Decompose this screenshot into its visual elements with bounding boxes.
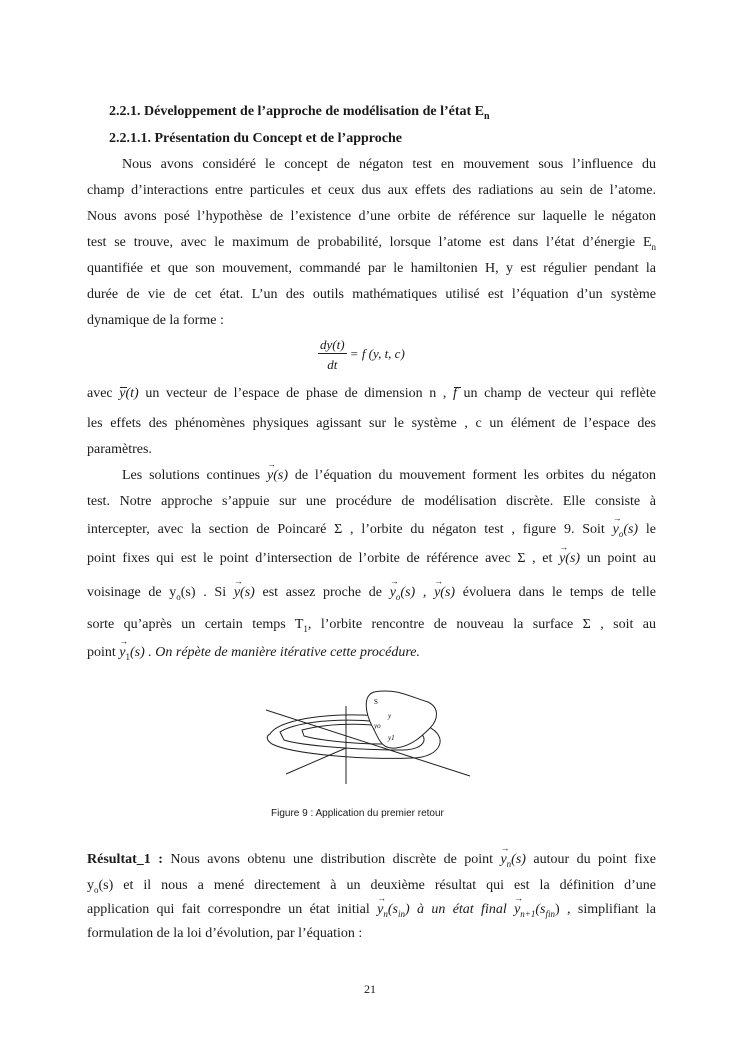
page-number: 21 xyxy=(364,982,376,996)
subscript: n+1 xyxy=(520,908,536,919)
paragraph-line xyxy=(87,386,656,402)
text-span: (s) . Si xyxy=(180,585,234,600)
text-span: autour du point fixe xyxy=(525,852,656,867)
text-span: application qui fait correspondre un état initial xyxy=(87,902,378,917)
text-span: Les solutions continues xyxy=(122,468,267,483)
equation-denominator: dt xyxy=(327,357,338,372)
text-span: point fixes qui est le point d’intersection de l’orbite de référence avec Σ , et xyxy=(87,551,560,566)
math-vector: → y xyxy=(613,522,619,538)
figure-9-poincare-section xyxy=(262,688,474,788)
text-span: (s) et il nous a mené directement à un deuxième résultat qui est la définition d’une xyxy=(98,878,656,893)
paragraph-line: quantifiée et que son mouvement, commandé par le hamiltonien H, y est régulier pendant la xyxy=(87,261,656,276)
math-arg: (s) xyxy=(511,852,526,867)
subscript: fin xyxy=(545,908,556,919)
math-vector: → y xyxy=(390,585,396,601)
paragraph-line xyxy=(87,878,656,895)
math-vector: → y(s) xyxy=(559,551,580,567)
paragraph-line: test. Notre approche s’appuie sur une procédure de modélisation discrète. Elle consiste à xyxy=(87,494,656,509)
text-span: avec xyxy=(87,386,120,401)
math-vector: → y(s) xyxy=(234,585,255,601)
text-span: ) à un état final xyxy=(405,902,515,917)
label-y: y xyxy=(388,712,392,720)
subscript: 1 xyxy=(303,623,308,634)
text-span: Nous avons obtenu une distribution discrète de point xyxy=(162,852,501,867)
paragraph-line: dynamique de la forme : xyxy=(87,313,224,328)
label-y1: y1 xyxy=(388,734,395,742)
paragraph-line xyxy=(87,902,656,919)
text-span: sorte qu’après un certain temps T xyxy=(87,617,304,632)
paragraph-line: Nous avons considéré le concept de négaton test en mouvement sous l’influence du xyxy=(122,157,656,172)
paragraph-line: paramètres. xyxy=(87,442,152,457)
subsection-heading: 2.2.1.1. Présentation du Concept et de l’approche xyxy=(109,131,402,146)
text-span: y xyxy=(87,878,94,893)
subscript: o xyxy=(176,591,181,602)
math-vector: → y(s) xyxy=(434,585,455,601)
paragraph-line: durée de vie de cet état. L’un des outils mathématiques utilisé est l’équation d’un système xyxy=(87,287,656,302)
paragraph-line xyxy=(87,522,656,539)
math-arg: (s) . On répète de manière itérative cette procédure. xyxy=(130,645,421,660)
math-arg: (s) xyxy=(623,522,639,537)
text-span: voisinage de y xyxy=(87,585,177,600)
label-s: S xyxy=(374,698,378,706)
math-arg: (s xyxy=(535,902,546,917)
math-y: y(t) xyxy=(119,386,139,401)
paragraph-line xyxy=(87,235,656,252)
paragraph-line xyxy=(87,617,656,634)
dynamic-system-equation xyxy=(318,337,405,373)
subscript: n xyxy=(506,858,512,869)
math-vector: → y xyxy=(119,645,125,661)
math-vector: → y xyxy=(377,902,383,918)
label-y0: yo xyxy=(374,722,381,730)
text-span: évoluera dans le temps de telle xyxy=(455,585,656,600)
math-arg: (s) , xyxy=(400,585,435,600)
paragraph-line: formulation de la loi d’évolution, par l’équation : xyxy=(87,926,363,941)
paragraph-line: champ d’interactions entre particules et ceux dus aux effets des radiations au sein de l’atome. xyxy=(87,183,656,198)
text-span: est assez proche de xyxy=(254,585,390,600)
text-span: ) , simplifiant la xyxy=(555,902,656,917)
paragraph-line: Nous avons posé l’hypothèse de l’existence d’une orbite de référence sur laquelle le négaton xyxy=(87,209,656,224)
heading-subscript: n xyxy=(484,110,490,122)
text-span: point xyxy=(87,645,120,660)
math-f: f xyxy=(453,386,457,401)
math-vector: → y xyxy=(514,902,520,918)
paragraph-line xyxy=(122,468,656,484)
text-span: test se trouve, avec le maximum de probabilité, lorsque l’atome est dans l’état d’énergie E xyxy=(87,235,652,250)
text-span: un vecteur de l’espace de phase de dimension n , xyxy=(138,386,453,401)
equation-rhs: = f (y, t, c) xyxy=(349,345,405,361)
math-vector: → y(s) xyxy=(267,468,288,484)
subscript: o xyxy=(395,591,401,602)
depth-axis xyxy=(286,748,346,774)
result-label: Résultat_1 : xyxy=(87,852,163,867)
subscript: 1 xyxy=(125,651,130,662)
subscript: o xyxy=(618,528,624,539)
paragraph-line xyxy=(87,551,656,567)
figure-caption: Figure 9 : Application du premier retour xyxy=(271,808,444,819)
equation-fraction xyxy=(318,337,347,373)
subscript: o xyxy=(94,884,99,895)
paragraph-line xyxy=(87,585,656,602)
math-arg: (s xyxy=(387,902,398,917)
subscript: in xyxy=(397,908,405,919)
heading-text: 2.2.1. Développement de l’approche de modélisation de l’état E xyxy=(109,104,484,119)
text-span: de l’équation du mouvement forment les orbites du négaton xyxy=(288,468,657,483)
paragraph-line xyxy=(87,645,656,662)
paragraph-line xyxy=(87,852,656,869)
text-span: un champ de vecteur qui reflète xyxy=(456,386,656,401)
text-span: intercepter, avec la section de Poincaré Σ , l’orbite du négaton test , figure 9. Soit xyxy=(87,522,613,537)
paragraph-line: les effets des phénomènes physiques agissant sur le système , c un élément de l’espace des xyxy=(87,416,656,431)
text-span: , l’orbite rencontre de nouveau la surface Σ , soit au xyxy=(307,617,656,632)
text-span: le xyxy=(638,522,656,537)
equation-numerator: dy(t) xyxy=(320,337,345,352)
section-heading xyxy=(109,104,490,122)
subscript: n xyxy=(651,241,656,252)
text-span: un point au xyxy=(580,551,656,566)
subscript: n xyxy=(383,908,388,919)
math-vector: → y xyxy=(500,852,506,868)
